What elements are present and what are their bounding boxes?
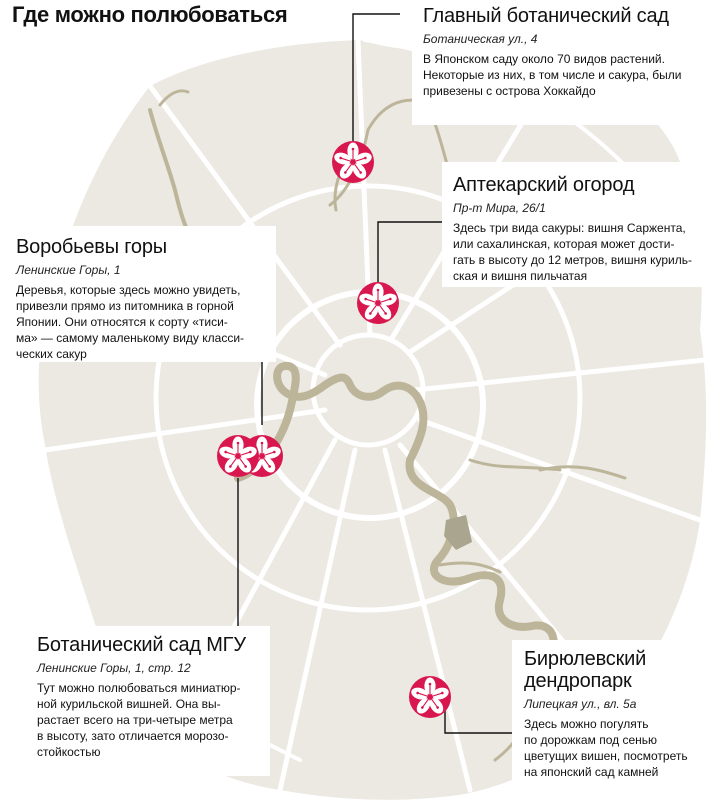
card-address: Пр-т Мира, 26/1 [453, 201, 546, 215]
card-address: Ботаническая ул., 4 [423, 32, 538, 46]
card-address: Липецкая ул., вл. 5а [524, 697, 637, 711]
card-mgu [25, 626, 270, 776]
card-description-line: ческих сакур [16, 347, 87, 361]
card-title-line: Бирюлевский [524, 648, 647, 670]
card-address: Ленинские Горы, 1, стр. 12 [37, 661, 191, 675]
card-description-line: цветущих вишен, посмотреть [524, 749, 688, 763]
card-description-line: в высоту, зато отличается морозо- [37, 729, 229, 743]
map-title: Где можно полюбоваться [12, 2, 288, 27]
card-description-line: Здесь можно погулять [524, 717, 649, 731]
card-main-botanical [412, 0, 720, 125]
card-description-line: ма» — самому маленькому виду класси- [16, 331, 245, 345]
card-title-line: Воробьевы горы [16, 236, 167, 258]
card-title-line: Ботанический сад МГУ [37, 634, 246, 656]
card-description-line: Тут можно полюбоваться миниатюр- [37, 681, 241, 695]
sakura-marker-main-botanical[interactable] [332, 141, 374, 183]
sakura-marker-aptekarsky[interactable] [357, 282, 399, 324]
card-description-line: растает всего на три-четыре метра [37, 713, 233, 727]
card-title-line: Главный ботанический сад [423, 5, 669, 27]
card-description-line: ной курильской вишней. Она вы- [37, 697, 221, 711]
card-description-line: или сахалинская, которая может дости- [453, 237, 675, 251]
card-title [16, 236, 276, 258]
card-description [37, 680, 270, 760]
card-title-line: Аптекарский огород [453, 174, 635, 196]
card-description-line: Японии. Они относятся к сорту «тиси- [16, 315, 228, 329]
card-description [423, 51, 720, 99]
card-description [453, 220, 720, 284]
sakura-marker-biryulevsky[interactable] [409, 676, 451, 718]
card-title [37, 634, 270, 656]
card-title [524, 648, 720, 692]
card-description-line: ская и вишня пильчатая [453, 269, 588, 283]
card-description-line: стойкостью [37, 745, 101, 759]
card-description [16, 282, 276, 362]
card-description-line: привезли прямо из питомника в горной [16, 299, 234, 313]
card-description-line: гать в высоту до 12 метров, вишня куриль- [453, 253, 692, 267]
card-description [524, 716, 720, 780]
sakura-marker-mgu[interactable] [217, 435, 259, 477]
card-description-line: Деревья, которые здесь можно увидеть, [16, 283, 241, 297]
card-description-line: Здесь три вида сакуры: вишня Саржента, [453, 221, 686, 235]
card-description-line: привезены с острова Хоккайдо [423, 84, 596, 98]
card-title-line: дендропарк [524, 670, 632, 692]
card-vorobyovy [0, 226, 276, 362]
card-title [423, 5, 720, 27]
card-title [453, 174, 720, 196]
card-biryulevsky [512, 640, 720, 804]
card-description-line: Некоторые из них, в том числе и сакура, были [423, 68, 682, 82]
card-aptekarsky [442, 162, 720, 287]
card-description-line: на японский сад камней [524, 765, 659, 779]
card-address: Ленинские Горы, 1 [16, 263, 121, 277]
card-description-line: В Японском саду около 70 видов растений. [423, 52, 665, 66]
card-description-line: по дорожкам под сенью [524, 733, 657, 747]
